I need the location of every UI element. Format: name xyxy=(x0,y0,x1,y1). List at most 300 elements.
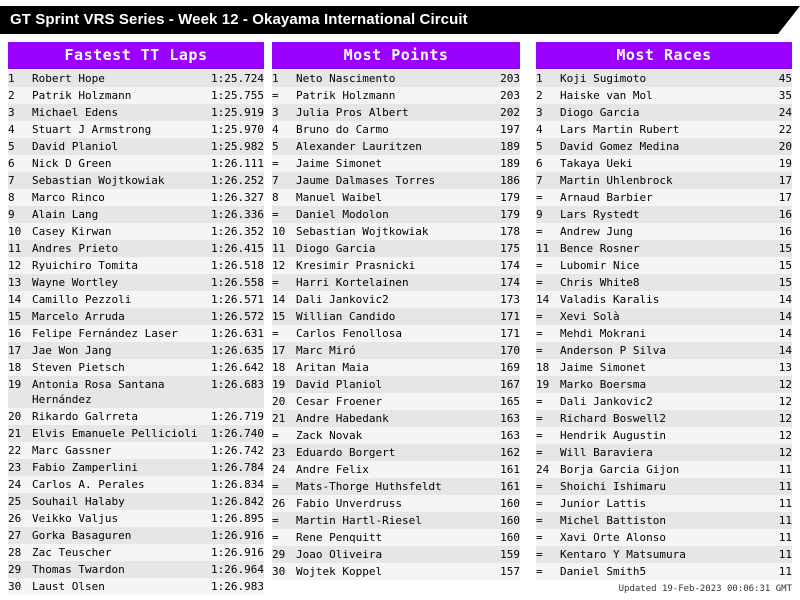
table-row xyxy=(272,223,520,240)
row-value: 1:26.111 xyxy=(202,155,264,172)
row-value: 1:26.571 xyxy=(202,291,264,308)
table-row xyxy=(536,70,792,87)
row-driver-name: Jaume Dalmases Torres xyxy=(296,172,486,189)
row-driver-name: Willian Candido xyxy=(296,308,486,325)
row-position: 3 xyxy=(8,104,32,121)
row-value: 12 xyxy=(762,376,792,393)
row-value: 1:25.982 xyxy=(202,138,264,155)
row-driver-name: Aritan Maia xyxy=(296,359,486,376)
row-position: 14 xyxy=(536,291,560,308)
row-position: 29 xyxy=(8,561,32,578)
table-row xyxy=(8,70,264,87)
row-driver-name: Anderson P Silva xyxy=(560,342,762,359)
table-row xyxy=(272,291,520,308)
row-driver-name: Daniel Modolon xyxy=(296,206,486,223)
row-value: 173 xyxy=(486,291,520,308)
row-driver-name: Mats-Thorge Huthsfeldt xyxy=(296,478,486,495)
row-position: 19 xyxy=(272,376,296,393)
row-position: 7 xyxy=(536,172,560,189)
row-position: 18 xyxy=(8,359,32,376)
table-row xyxy=(272,172,520,189)
row-value: 1:26.740 xyxy=(202,425,264,442)
row-value: 1:26.252 xyxy=(202,172,264,189)
row-driver-name: Richard Boswell2 xyxy=(560,410,762,427)
row-driver-name: Jae Won Jang xyxy=(32,342,202,359)
table-row xyxy=(272,240,520,257)
row-value: 1:26.916 xyxy=(202,527,264,544)
row-value: 12 xyxy=(762,427,792,444)
row-position: = xyxy=(536,274,560,291)
row-value: 1:26.719 xyxy=(202,408,264,425)
column-title-fastest-tt-laps: Fastest TT Laps xyxy=(8,42,264,69)
table-row xyxy=(8,138,264,155)
row-position: = xyxy=(536,223,560,240)
row-position: 28 xyxy=(8,544,32,561)
row-position: = xyxy=(272,529,296,546)
table-fastest-tt-laps xyxy=(8,70,264,595)
row-value: 161 xyxy=(486,461,520,478)
row-position: 20 xyxy=(8,408,32,425)
row-driver-name: Kresimir Prasnicki xyxy=(296,257,486,274)
row-value: 1:26.916 xyxy=(202,544,264,561)
table-row xyxy=(272,495,520,512)
row-value: 163 xyxy=(486,410,520,427)
row-driver-name: Fabio Zamperlini xyxy=(32,459,202,476)
table-row xyxy=(536,410,792,427)
row-driver-name: Patrik Holzmann xyxy=(296,87,486,104)
row-driver-name: Bruno do Carmo xyxy=(296,121,486,138)
row-driver-name: Ryuichiro Tomita xyxy=(32,257,202,274)
row-position: 21 xyxy=(8,425,32,442)
table-row xyxy=(272,427,520,444)
row-position: 30 xyxy=(272,563,296,580)
row-driver-name: Joao Oliveira xyxy=(296,546,486,563)
row-position: = xyxy=(536,495,560,512)
table-row xyxy=(8,291,264,308)
table-most-points xyxy=(272,70,520,580)
table-row xyxy=(536,240,792,257)
row-position: 4 xyxy=(8,121,32,138)
row-driver-name: Marco Rinco xyxy=(32,189,202,206)
row-value: 1:26.631 xyxy=(202,325,264,342)
row-value: 11 xyxy=(762,461,792,478)
table-row xyxy=(536,359,792,376)
row-driver-name: Souhail Halaby xyxy=(32,493,202,510)
row-value: 161 xyxy=(486,478,520,495)
row-driver-name: Shoichi Ishimaru xyxy=(560,478,762,495)
row-position: 1 xyxy=(8,70,32,87)
row-position: 26 xyxy=(8,510,32,527)
row-driver-name: Casey Kirwan xyxy=(32,223,202,240)
row-position: = xyxy=(536,512,560,529)
table-row xyxy=(8,510,264,527)
row-position: 19 xyxy=(8,376,32,408)
row-position: 10 xyxy=(272,223,296,240)
row-position: = xyxy=(536,529,560,546)
table-row xyxy=(536,529,792,546)
table-row xyxy=(272,104,520,121)
row-value: 1:26.327 xyxy=(202,189,264,206)
row-position: 16 xyxy=(8,325,32,342)
row-driver-name: Xevi Solà xyxy=(560,308,762,325)
table-row xyxy=(272,410,520,427)
column-most-points xyxy=(272,42,520,580)
row-position: 1 xyxy=(536,70,560,87)
row-value: 15 xyxy=(762,257,792,274)
row-position: 23 xyxy=(8,459,32,476)
row-driver-name: David Gomez Medina xyxy=(560,138,762,155)
table-row xyxy=(8,561,264,578)
table-row xyxy=(8,121,264,138)
table-row xyxy=(272,359,520,376)
table-row xyxy=(536,138,792,155)
row-position: 5 xyxy=(536,138,560,155)
row-driver-name: Andre Habedank xyxy=(296,410,486,427)
row-position: 12 xyxy=(8,257,32,274)
row-driver-name: Andrew Jung xyxy=(560,223,762,240)
row-driver-name: Manuel Waibel xyxy=(296,189,486,206)
row-driver-name: Alexander Lauritzen xyxy=(296,138,486,155)
row-value: 11 xyxy=(762,563,792,580)
row-driver-name: Marc Gassner xyxy=(32,442,202,459)
row-driver-name: Martin Uhlenbrock xyxy=(560,172,762,189)
row-value: 15 xyxy=(762,240,792,257)
row-driver-name: Xavi Orte Alonso xyxy=(560,529,762,546)
row-driver-name: Gorka Basaguren xyxy=(32,527,202,544)
column-title-most-races: Most Races xyxy=(536,42,792,69)
row-driver-name: Rene Penquitt xyxy=(296,529,486,546)
table-row xyxy=(8,155,264,172)
table-row xyxy=(536,172,792,189)
row-value: 169 xyxy=(486,359,520,376)
row-driver-name: Hendrik Augustin xyxy=(560,427,762,444)
table-row xyxy=(536,393,792,410)
row-position: 24 xyxy=(536,461,560,478)
row-value: 1:26.518 xyxy=(202,257,264,274)
table-row xyxy=(8,544,264,561)
row-driver-name: Dali Jankovic2 xyxy=(296,291,486,308)
table-row xyxy=(536,121,792,138)
column-title-most-points: Most Points xyxy=(272,42,520,69)
row-value: 1:26.742 xyxy=(202,442,264,459)
row-value: 1:26.683 xyxy=(202,376,264,408)
row-value: 13 xyxy=(762,359,792,376)
row-driver-name: Wojtek Koppel xyxy=(296,563,486,580)
row-position: 18 xyxy=(536,359,560,376)
row-position: 15 xyxy=(8,308,32,325)
row-driver-name: Veikko Valjus xyxy=(32,510,202,527)
row-value: 14 xyxy=(762,325,792,342)
table-row xyxy=(8,172,264,189)
table-row xyxy=(272,189,520,206)
row-position: = xyxy=(536,189,560,206)
row-position: 24 xyxy=(8,476,32,493)
table-row xyxy=(8,325,264,342)
row-value: 167 xyxy=(486,376,520,393)
row-position: 12 xyxy=(272,257,296,274)
row-value: 179 xyxy=(486,206,520,223)
table-row xyxy=(536,495,792,512)
row-value: 14 xyxy=(762,291,792,308)
table-row xyxy=(8,342,264,359)
table-row xyxy=(272,444,520,461)
table-row xyxy=(536,291,792,308)
row-driver-name: Diogo Garcia xyxy=(296,240,486,257)
row-driver-name: Alain Lang xyxy=(32,206,202,223)
row-value: 12 xyxy=(762,393,792,410)
table-row xyxy=(272,121,520,138)
row-value: 162 xyxy=(486,444,520,461)
row-position: 21 xyxy=(272,410,296,427)
row-driver-name: Carlos Fenollosa xyxy=(296,325,486,342)
row-position: 22 xyxy=(8,442,32,459)
row-value: 171 xyxy=(486,308,520,325)
row-driver-name: Chris White8 xyxy=(560,274,762,291)
row-driver-name: Michael Edens xyxy=(32,104,202,121)
table-row xyxy=(272,87,520,104)
row-value: 11 xyxy=(762,512,792,529)
row-value: 159 xyxy=(486,546,520,563)
row-driver-name: Sebastian Wojtkowiak xyxy=(296,223,486,240)
row-driver-name: Diogo Garcia xyxy=(560,104,762,121)
row-driver-name: Kentaro Y Matsumura xyxy=(560,546,762,563)
row-position: = xyxy=(536,478,560,495)
table-row xyxy=(272,342,520,359)
row-value: 1:26.834 xyxy=(202,476,264,493)
row-driver-name: Carlos A. Perales xyxy=(32,476,202,493)
row-driver-name: Junior Lattis xyxy=(560,495,762,512)
table-row xyxy=(272,546,520,563)
table-row xyxy=(272,206,520,223)
table-row xyxy=(536,257,792,274)
table-row xyxy=(272,376,520,393)
table-row xyxy=(536,546,792,563)
table-row xyxy=(536,104,792,121)
row-value: 11 xyxy=(762,478,792,495)
row-position: 15 xyxy=(272,308,296,325)
row-position: 2 xyxy=(8,87,32,104)
row-value: 1:26.784 xyxy=(202,459,264,476)
row-driver-name: Felipe Fernández Laser xyxy=(32,325,202,342)
row-position: 29 xyxy=(272,546,296,563)
row-driver-name: Lars Rystedt xyxy=(560,206,762,223)
row-driver-name: Wayne Wortley xyxy=(32,274,202,291)
table-row xyxy=(8,442,264,459)
row-driver-name: Lars Martin Rubert xyxy=(560,121,762,138)
row-position: 2 xyxy=(536,87,560,104)
table-row xyxy=(272,393,520,410)
row-position: 11 xyxy=(272,240,296,257)
table-row xyxy=(8,308,264,325)
row-driver-name: Zac Teuscher xyxy=(32,544,202,561)
row-value: 20 xyxy=(762,138,792,155)
row-driver-name: Robert Hope xyxy=(32,70,202,87)
row-driver-name: Will Baraviera xyxy=(560,444,762,461)
row-position: = xyxy=(536,257,560,274)
row-position: 6 xyxy=(536,155,560,172)
row-position: 3 xyxy=(536,104,560,121)
row-driver-name: Marcelo Arruda xyxy=(32,308,202,325)
row-driver-name: Martin Hartl-Riesel xyxy=(296,512,486,529)
row-position: = xyxy=(536,410,560,427)
row-value: 17 xyxy=(762,172,792,189)
row-driver-name: Marko Boersma xyxy=(560,376,762,393)
row-value: 189 xyxy=(486,138,520,155)
row-value: 16 xyxy=(762,206,792,223)
row-value: 202 xyxy=(486,104,520,121)
row-driver-name: Marc Miró xyxy=(296,342,486,359)
row-value: 160 xyxy=(486,495,520,512)
table-row xyxy=(536,376,792,393)
table-row xyxy=(8,376,264,408)
row-value: 15 xyxy=(762,274,792,291)
row-driver-name: Lubomir Nice xyxy=(560,257,762,274)
table-row xyxy=(272,257,520,274)
table-row xyxy=(536,478,792,495)
row-position: 24 xyxy=(272,461,296,478)
row-driver-name: Steven Pietsch xyxy=(32,359,202,376)
row-driver-name: David Planiol xyxy=(296,376,486,393)
table-row xyxy=(272,138,520,155)
row-driver-name: Mehdi Mokrani xyxy=(560,325,762,342)
table-row xyxy=(536,189,792,206)
table-row xyxy=(272,308,520,325)
row-position: = xyxy=(272,478,296,495)
row-position: 7 xyxy=(272,172,296,189)
row-position: 19 xyxy=(536,376,560,393)
row-value: 12 xyxy=(762,444,792,461)
row-value: 1:26.336 xyxy=(202,206,264,223)
row-value: 170 xyxy=(486,342,520,359)
table-row xyxy=(8,206,264,223)
page-title: GT Sprint VRS Series - Week 12 - Okayama International Circuit xyxy=(10,11,468,28)
row-driver-name: Haiske van Mol xyxy=(560,87,762,104)
row-position: 14 xyxy=(8,291,32,308)
header-corner-notch xyxy=(778,6,800,34)
table-row xyxy=(536,87,792,104)
row-position: 7 xyxy=(8,172,32,189)
row-value: 14 xyxy=(762,308,792,325)
row-driver-name: Daniel Smith5 xyxy=(560,563,762,580)
table-row xyxy=(8,527,264,544)
row-position: 5 xyxy=(8,138,32,155)
table-row xyxy=(8,493,264,510)
row-driver-name: Thomas Twardon xyxy=(32,561,202,578)
row-driver-name: Jaime Simonet xyxy=(296,155,486,172)
row-value: 16 xyxy=(762,223,792,240)
table-row xyxy=(8,87,264,104)
table-row xyxy=(272,70,520,87)
table-row xyxy=(272,512,520,529)
row-driver-name: Takaya Ueki xyxy=(560,155,762,172)
row-position: 17 xyxy=(8,342,32,359)
table-most-races xyxy=(536,70,792,580)
row-value: 1:26.558 xyxy=(202,274,264,291)
row-value: 163 xyxy=(486,427,520,444)
row-driver-name: Laust Olsen xyxy=(32,578,202,595)
row-value: 22 xyxy=(762,121,792,138)
table-row xyxy=(8,189,264,206)
row-value: 17 xyxy=(762,189,792,206)
table-row xyxy=(8,274,264,291)
row-value: 1:26.642 xyxy=(202,359,264,376)
row-position: 13 xyxy=(8,274,32,291)
row-driver-name: Andre Felix xyxy=(296,461,486,478)
row-value: 1:26.572 xyxy=(202,308,264,325)
row-driver-name: Michel Battiston xyxy=(560,512,762,529)
row-position: 27 xyxy=(8,527,32,544)
table-row xyxy=(536,461,792,478)
table-row xyxy=(272,325,520,342)
row-value: 1:25.724 xyxy=(202,70,264,87)
row-driver-name: Neto Nascimento xyxy=(296,70,486,87)
row-value: 1:26.842 xyxy=(202,493,264,510)
row-position: = xyxy=(536,393,560,410)
row-driver-name: Harri Kortelainen xyxy=(296,274,486,291)
table-row xyxy=(8,459,264,476)
row-value: 19 xyxy=(762,155,792,172)
row-driver-name: Antonia Rosa Santana Hernández xyxy=(32,376,202,408)
table-row xyxy=(536,308,792,325)
row-driver-name: Borja Garcia Gijon xyxy=(560,461,762,478)
row-value: 1:25.970 xyxy=(202,121,264,138)
row-driver-name: Stuart J Armstrong xyxy=(32,121,202,138)
row-position: = xyxy=(536,325,560,342)
row-position: 3 xyxy=(272,104,296,121)
table-row xyxy=(272,529,520,546)
row-value: 160 xyxy=(486,512,520,529)
row-position: 23 xyxy=(272,444,296,461)
row-position: 9 xyxy=(536,206,560,223)
table-row xyxy=(8,578,264,595)
row-position: 4 xyxy=(536,121,560,138)
row-driver-name: Fabio Unverdruss xyxy=(296,495,486,512)
row-driver-name: Nick D Green xyxy=(32,155,202,172)
row-position: = xyxy=(536,444,560,461)
row-value: 160 xyxy=(486,529,520,546)
row-value: 14 xyxy=(762,342,792,359)
row-value: 175 xyxy=(486,240,520,257)
row-position: = xyxy=(536,342,560,359)
table-row xyxy=(272,478,520,495)
table-row xyxy=(536,155,792,172)
row-position: 11 xyxy=(8,240,32,257)
row-value: 171 xyxy=(486,325,520,342)
row-position: = xyxy=(272,274,296,291)
table-row xyxy=(8,359,264,376)
row-position: 6 xyxy=(8,155,32,172)
table-row xyxy=(536,512,792,529)
row-driver-name: Eduardo Borgert xyxy=(296,444,486,461)
row-value: 179 xyxy=(486,189,520,206)
row-value: 45 xyxy=(762,70,792,87)
row-position: = xyxy=(536,308,560,325)
row-position: 8 xyxy=(272,189,296,206)
table-row xyxy=(8,223,264,240)
table-row xyxy=(8,257,264,274)
row-value: 1:25.919 xyxy=(202,104,264,121)
row-position: = xyxy=(272,87,296,104)
row-position: 8 xyxy=(8,189,32,206)
row-driver-name: Rikardo Galrreta xyxy=(32,408,202,425)
row-driver-name: Sebastian Wojtkowiak xyxy=(32,172,202,189)
row-driver-name: Elvis Emanuele Pellicioli xyxy=(32,425,202,442)
row-position: = xyxy=(272,155,296,172)
row-position: 4 xyxy=(272,121,296,138)
row-position: 25 xyxy=(8,493,32,510)
table-row xyxy=(272,155,520,172)
row-position: = xyxy=(536,546,560,563)
